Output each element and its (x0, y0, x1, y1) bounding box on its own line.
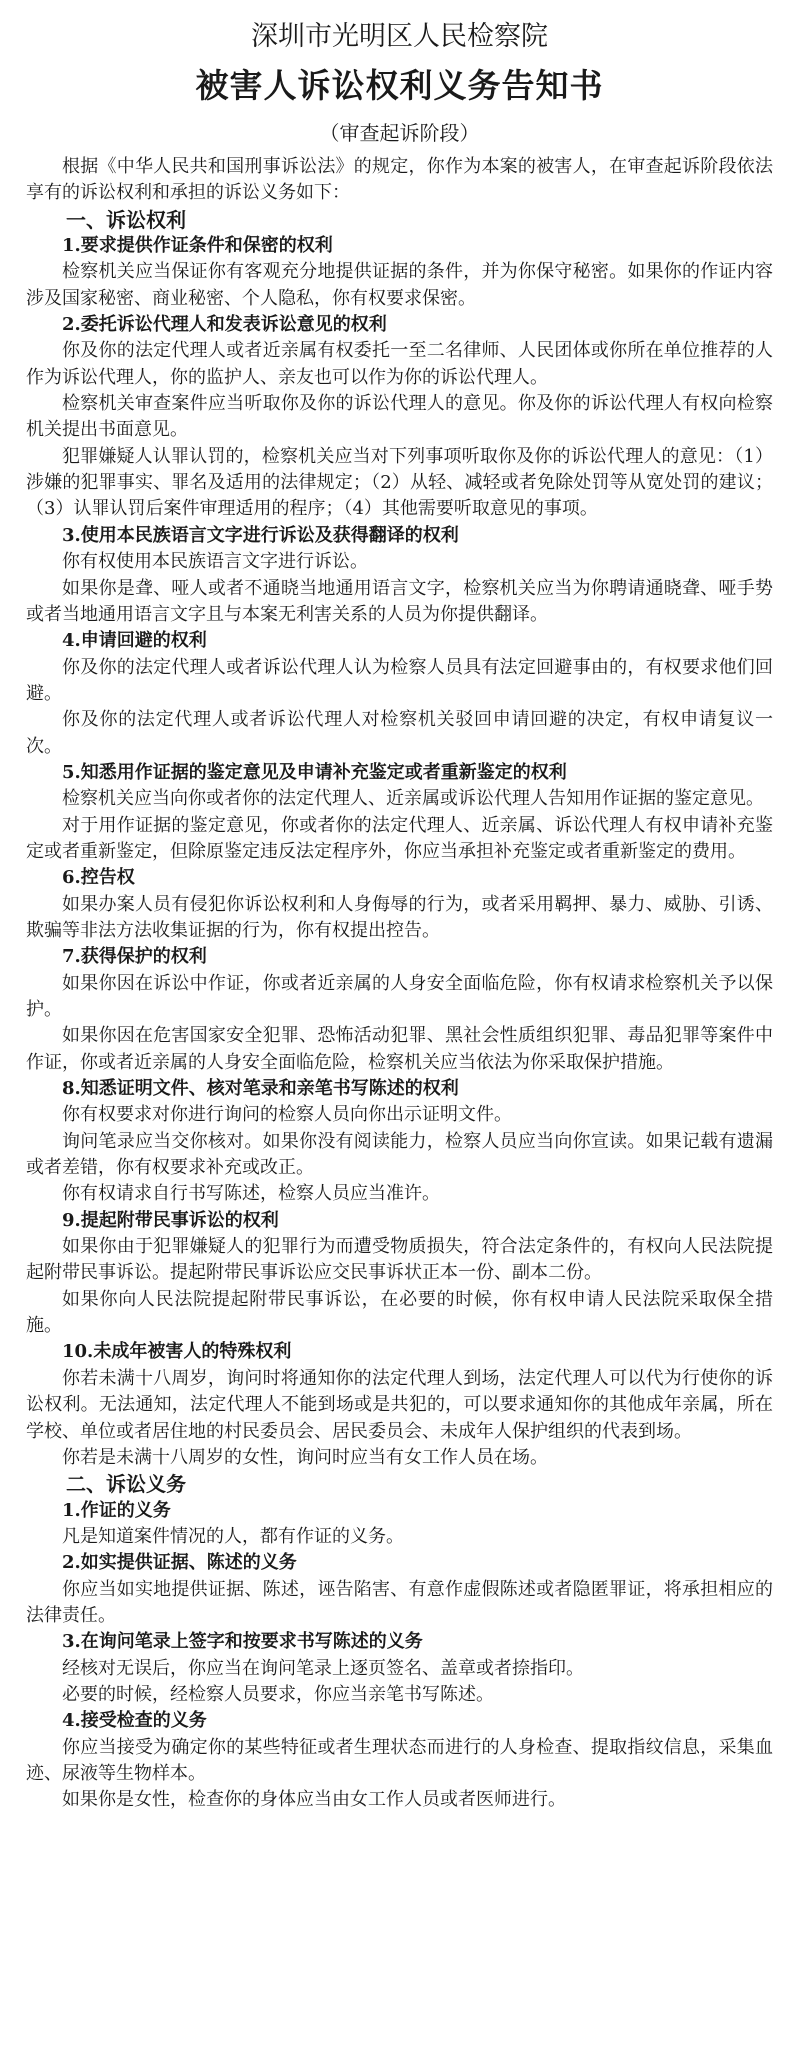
right-paragraph: 你及你的法定代理人或者近亲属有权委托一至二名律师、人民团体或你所在单位推荐的人作为诉讼代理人，你的监护人、亲友也可以作为你的诉讼代理人。 (26, 340, 773, 388)
right-paragraph: 检察机关审查案件应当听取你及你的诉讼代理人的意见。你及你的诉讼代理人有权向检察机关提出书面意见。 (26, 393, 773, 441)
right-paragraph: 如果你因在危害国家安全犯罪、恐怖活动犯罪、黑社会性质组织犯罪、毒品犯罪等案件中作证，你或者近亲属的人身安全面临危险，检察机关应当依法为你采取保护措施。 (26, 1025, 773, 1073)
right-paragraph: 你若未满十八周岁，询问时将通知你的法定代理人到场，法定代理人可以代为行使你的诉讼权利。无法通知，法定代理人不能到场或是共犯的，可以要求通知你的其他成年亲属，所在学校、单位或者居住地的村民委员会、居民委员会、未成年人保护组织的代表到场。 (26, 1367, 773, 1442)
right-paragraph: 如果你由于犯罪嫌疑人的犯罪行为而遭受物质损失，符合法定条件的，有权向人民法院提起附带民事诉讼。提起附带民事诉讼应交民事诉状正本一份、副本二份。 (26, 1236, 773, 1284)
right-paragraph: 如果你向人民法院提起附带民事诉讼，在必要的时候，你有权申请人民法院采取保全措施。 (26, 1288, 773, 1337)
section-heading-duties: 二、诉讼义务 (66, 1472, 186, 1497)
right-paragraph: 如果办案人员有侵犯你诉讼权利和人身侮辱的行为，或者采用羁押、暴力、威胁、引诱、欺骗等非法方法收集证据的行为，你有权提出控告。 (26, 893, 773, 941)
right-title: 8.知悉证明文件、核对笔录和亲笔书写陈述的权利 (62, 1078, 459, 1100)
right-paragraph: 你有权使用本民族语言文字进行诉讼。 (62, 551, 368, 573)
duty-paragraph: 必要的时候，经检察人员要求，你应当亲笔书写陈述。 (62, 1683, 494, 1705)
right-title: 4.申请回避的权利 (62, 630, 207, 652)
right-paragraph: 检察机关应当向你或者你的法定代理人、近亲属或诉讼代理人告知用作证据的鉴定意见。 (62, 788, 764, 810)
right-paragraph: 你若是未满十八周岁的女性，询问时应当有女工作人员在场。 (62, 1446, 548, 1468)
document-body (26, 154, 773, 1814)
right-paragraph: 你及你的法定代理人或者诉讼代理人对检察机关驳回申请回避的决定，有权申请复议一次。 (26, 709, 773, 757)
duty-paragraph: 经核对无误后，你应当在询问笔录上逐页签名、盖章或者捺指印。 (62, 1657, 584, 1679)
duty-paragraph: 如果你是女性，检查你的身体应当由女工作人员或者医师进行。 (62, 1789, 566, 1811)
duty-title: 3.在询问笔录上签字和按要求书写陈述的义务 (62, 1631, 423, 1653)
right-paragraph: 询问笔录应当交你核对。如果你没有阅读能力，检察人员应当向你宣读。如果记载有遗漏或者差错，你有权要求补充或改正。 (26, 1130, 773, 1179)
right-title: 6.控告权 (62, 867, 135, 889)
document-title: 被害人诉讼权利义务告知书 (195, 66, 604, 105)
section-heading-rights: 一、诉讼权利 (66, 207, 186, 232)
right-paragraph: 如果你因在诉讼中作证，你或者近亲属的人身安全面临危险，你有权请求检察机关予以保护。 (26, 972, 773, 1020)
duty-paragraph: 凡是知道案件情况的人，都有作证的义务。 (62, 1525, 404, 1547)
right-title: 2.委托诉讼代理人和发表诉讼意见的权利 (62, 314, 387, 336)
right-title: 1.要求提供作证条件和保密的权利 (62, 235, 333, 257)
right-title: 3.使用本民族语言文字进行诉讼及获得翻译的权利 (62, 524, 459, 546)
duty-paragraph: 你应当接受为确定你的某些特征或者生理状态而进行的人身检查、提取指纹信息，采集血迹、尿液等生物样本。 (26, 1736, 773, 1784)
intro-paragraph: 根据《中华人民共和国刑事诉讼法》的规定，你作为本案的被害人，在审查起诉阶段依法享有的诉讼权利和承担的诉讼义务如下： (26, 156, 773, 204)
right-title: 10.未成年被害人的特殊权利 (62, 1341, 292, 1363)
right-paragraph: 犯罪嫌疑人认罪认罚的，检察机关应当对下列事项听取你及你的诉讼代理人的意见：（1）涉嫌的犯罪事实、罪名及适用的法律规定；（2）从轻、减轻或者免除处罚等从宽处罚的建议；（3）认罪认罚后案件审理适用的程序；（4）其他需要听取意见的事项。 (26, 445, 773, 520)
right-paragraph: 你有权要求对你进行询问的检察人员向你出示证明文件。 (62, 1104, 512, 1126)
duty-paragraph: 你应当如实地提供证据、陈述，诬告陷害、有意作虚假陈述或者隐匿罪证，将承担相应的法律责任。 (26, 1578, 773, 1626)
right-title: 9.提起附带民事诉讼的权利 (62, 1209, 279, 1231)
procedure-stage: （审查起诉阶段） (319, 121, 480, 145)
right-paragraph: 如果你是聋、哑人或者不通晓当地通用语言文字，检察机关应当为你聘请通晓聋、哑手势或者当地通用语言文字且与本案无利害关系的人员为你提供翻译。 (26, 577, 773, 625)
duty-title: 2.如实提供证据、陈述的义务 (62, 1552, 297, 1574)
right-paragraph: 检察机关应当保证你有客观充分地提供证据的条件，并为你保守秘密。如果你的作证内容涉及国家秘密、商业秘密、个人隐私，你有权要求保密。 (26, 261, 773, 309)
right-title: 5.知悉用作证据的鉴定意见及申请补充鉴定或者重新鉴定的权利 (62, 761, 567, 783)
right-paragraph: 对于用作证据的鉴定意见，你或者你的法定代理人、近亲属、诉讼代理人有权申请补充鉴定或者重新鉴定，但除原鉴定违反法定程序外，你应当承担补充鉴定或者重新鉴定的费用。 (26, 814, 773, 862)
right-paragraph: 你及你的法定代理人或者诉讼代理人认为检察人员具有法定回避事由的，有权要求他们回避。 (26, 656, 773, 704)
right-paragraph: 你有权请求自行书写陈述，检察人员应当准许。 (62, 1183, 440, 1205)
issuing-organization: 深圳市光明区人民检察院 (251, 21, 548, 52)
duty-title: 4.接受检查的义务 (62, 1710, 207, 1732)
duty-title: 1.作证的义务 (62, 1499, 171, 1521)
right-title: 7.获得保护的权利 (62, 946, 207, 968)
